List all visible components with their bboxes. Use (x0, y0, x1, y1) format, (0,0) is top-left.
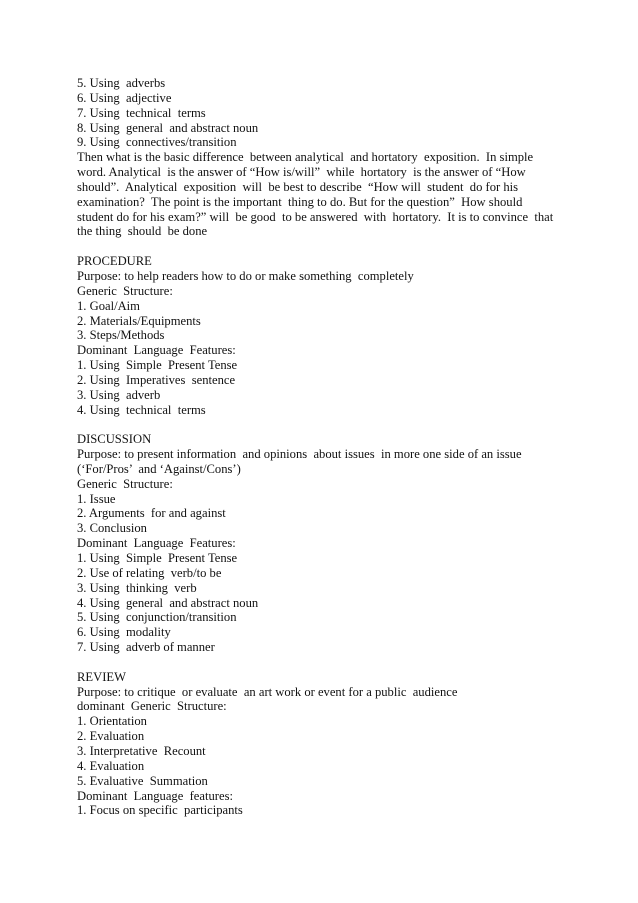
list-item: 1. Goal/Aim (77, 298, 140, 313)
list-item: 3. Interpretative Recount (77, 743, 206, 758)
section-heading: DISCUSSION (77, 432, 152, 447)
list-item: 6. Using adjective (77, 90, 172, 105)
paragraph-line: word. Analytical is the answer of “How is/will” while hortatory is the answer of “How (77, 165, 526, 180)
purpose-line: Purpose: to present information and opinions about issues in more one side of an issue (77, 447, 522, 462)
list-item: 9. Using connectives/transition (77, 135, 237, 150)
list-item: 1. Using Simple Present Tense (77, 358, 238, 373)
list-item: 3. Conclusion (77, 521, 147, 536)
purpose-line: Purpose: to critique or evaluate an art work or event for a public audience (77, 684, 458, 699)
section-gap (77, 239, 577, 254)
list-item: 8. Using general and abstract noun (77, 120, 259, 135)
features-label: Dominant Language Features: (77, 343, 236, 358)
list-item: 1. Using Simple Present Tense (77, 551, 238, 565)
paragraph-line: examination? The point is the important thing to do. But for the question” How should (77, 194, 523, 209)
list-item: 3. Using thinking verb (77, 580, 197, 595)
list-item: 2. Evaluation (77, 729, 145, 744)
list-item: 1. Orientation (77, 714, 147, 729)
paragraph-line: should”. Analytical exposition will be best to describe “How will student do for his (77, 179, 519, 194)
list-item: 7. Using adverb of manner (77, 640, 215, 655)
structure-label: dominant Generic Structure: (77, 699, 227, 714)
section-heading: REVIEW (77, 669, 126, 684)
list-item: 2. Use of relating verb/to be (77, 565, 222, 580)
purpose-line: (‘For/Pros’ and ‘Against/Cons’) (77, 461, 241, 476)
features-label: Dominant Language Features: (77, 536, 236, 551)
list-item: 2. Materials/Equipments (77, 313, 201, 328)
list-item: 4. Using technical terms (77, 402, 206, 417)
list-item: 4. Using general and abstract noun (77, 595, 259, 610)
list-item: 5. Using conjunction/transition (77, 610, 237, 625)
document-body (77, 76, 577, 818)
section-gap (77, 655, 577, 670)
paragraph-line: Then what is the basic difference between analytical and hortatory exposition. In simple (77, 150, 534, 165)
list-item: 4. Evaluation (77, 758, 145, 773)
section-gap (77, 417, 577, 432)
list-item: 3. Steps/Methods (77, 328, 165, 343)
list-item: 5. Evaluative Summation (77, 773, 208, 788)
paragraph-line: the thing should be done (77, 224, 208, 239)
paragraph-line: student do for his exam?” will be good to be answered with hortatory. It is to convince that (77, 209, 554, 224)
list-item: 7. Using technical terms (77, 105, 206, 120)
structure-label: Generic Structure: (77, 283, 173, 298)
list-item: 2. Using Imperatives sentence (77, 372, 236, 387)
list-item: 1. Focus on specific participants (77, 803, 243, 818)
section-heading: PROCEDURE (77, 254, 152, 269)
list-item: 2. Arguments for and against (77, 506, 226, 521)
list-item: 5. Using adverbs (77, 76, 166, 90)
list-item: 3. Using adverb (77, 387, 161, 402)
list-item: 1. Issue (77, 491, 116, 506)
features-label: Dominant Language features: (77, 788, 233, 803)
list-item: 6. Using modality (77, 625, 171, 640)
purpose-line: Purpose: to help readers how to do or make something completely (77, 268, 414, 283)
structure-label: Generic Structure: (77, 476, 173, 491)
